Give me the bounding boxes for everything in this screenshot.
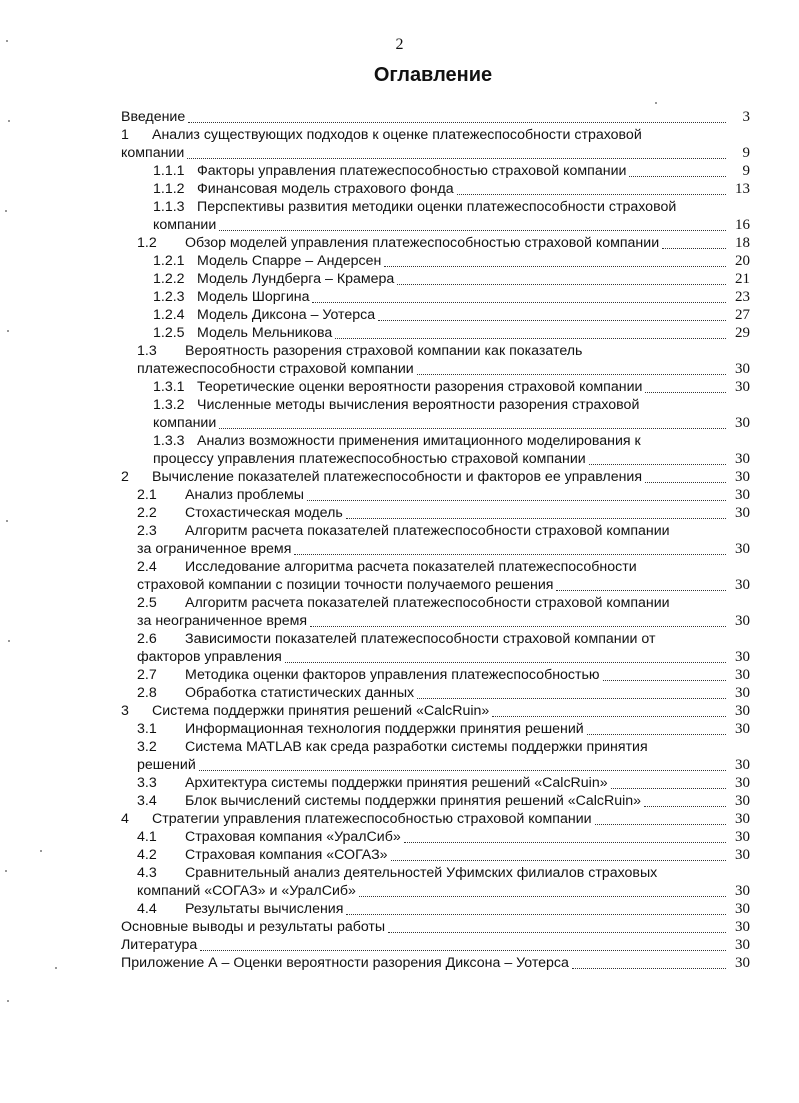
toc-entry-number: 3.4 [137,793,157,809]
toc-entry-number: 1.2.2 [153,271,185,287]
toc-entry-line [0,720,799,738]
toc-entry-title: Стратегии управления платежеспособностью страховой компании [152,811,592,827]
toc-page-number: 30 [735,415,750,431]
toc-page-number: 30 [735,721,750,737]
toc-entry-line [0,792,799,810]
toc-entry-line [0,738,799,756]
page-title: Оглавление [373,64,493,86]
toc-entry-line [0,522,799,540]
toc-entry-number: 2.8 [137,685,157,701]
toc-entry-number: 4.1 [137,829,157,845]
toc-entry-line [0,918,799,936]
toc-dot-leader [335,324,726,339]
toc-page-number: 30 [735,361,750,377]
toc-entry-number: 2.5 [137,595,157,611]
toc-entry-line [0,306,799,324]
toc-entry-title: Введение [121,109,186,125]
toc-dot-leader [662,234,726,249]
toc-page-number: 30 [735,883,750,899]
scan-speck [8,120,10,122]
toc-dot-leader [397,270,726,285]
toc-entry-line [0,414,799,432]
toc-entry-line [0,396,799,414]
toc-page-number: 16 [735,217,750,233]
toc-entry-line [0,450,799,468]
toc-entry-number: 1.1.2 [153,181,185,197]
toc-entry-line [0,486,799,504]
toc-entry-title: решений [137,757,196,773]
toc-entry-title: Информационная технология поддержки принятия решений [185,721,584,737]
toc-entry-number: 2 [121,469,129,485]
toc-entry-title: Модель Лундберга – Крамера [197,271,395,287]
toc-entry-title: Анализ проблемы [185,487,304,503]
toc-dot-leader [378,306,726,321]
toc-entry-title: Теоретические оценки вероятности разорения страховой компании [197,379,643,395]
toc-entry-title: Результаты вычисления [185,901,344,917]
toc-page-number: 30 [735,829,750,845]
toc-dot-leader [644,792,726,807]
toc-entry-line [0,846,799,864]
toc-page-number: 30 [735,937,750,953]
scan-speck [655,102,657,104]
toc-dot-leader [384,252,726,267]
toc-entry-number: 1.3.3 [153,433,185,449]
toc-entry-title: Литература [121,937,198,953]
toc-entry-number: 4.3 [137,865,157,881]
toc-entry-title: Финансовая модель страхового фонда [197,181,454,197]
toc-page-number: 13 [735,181,750,197]
toc-entry-title: страховой компании с позиции точности получаемого решения [137,577,554,593]
toc-page-number: 9 [742,163,750,179]
toc-page-number: 30 [735,811,750,827]
toc-entry-line [0,540,799,558]
toc-dot-leader [310,612,726,627]
toc-entry-line [0,432,799,450]
toc-entry-line [0,954,799,972]
toc-dot-leader [285,648,726,663]
toc-entry-line [0,126,799,144]
toc-page-number: 30 [735,955,750,971]
toc-page-number: 20 [735,253,750,269]
toc-entry-title: Вероятность разорения страховой компании как показатель [185,343,583,359]
scan-speck [5,870,7,872]
toc-entry-line [0,828,799,846]
toc-entry-number: 3.2 [137,739,157,755]
toc-entry-line [0,252,799,270]
toc-dot-leader [645,468,726,483]
toc-page-number: 9 [742,145,750,161]
scan-speck [7,330,9,332]
toc-entry-line [0,144,799,162]
toc-entry-line [0,774,799,792]
scan-speck [5,210,7,212]
toc-page-number: 23 [735,289,750,305]
toc-page-number: 27 [735,307,750,323]
toc-entry-title: Анализ возможности применения имитационного моделирования к [197,433,641,449]
toc-entry-line [0,648,799,666]
toc-entry-number: 1.3.1 [153,379,185,395]
toc-dot-leader [294,540,726,555]
toc-entry-title: за неограниченное время [137,613,308,629]
toc-entry-title: Архитектура системы поддержки принятия решений «CalcRuin» [185,775,608,791]
toc-entry-line [0,594,799,612]
toc-dot-leader [587,720,726,735]
toc-dot-leader [595,810,726,825]
toc-dot-leader [629,162,726,177]
toc-entry-title: Модель Шоргина [197,289,310,305]
toc-dot-leader [187,144,726,159]
toc-entry-line [0,108,799,126]
toc-entry-title: Численные методы вычисления вероятности разорения страховой [197,397,640,413]
scan-speck [6,520,8,522]
toc-entry-line [0,864,799,882]
toc-dot-leader [611,774,726,789]
toc-entry-number: 1.2.1 [153,253,185,269]
toc-page-number: 30 [735,775,750,791]
toc-page-number: 21 [735,271,750,287]
toc-dot-leader [404,828,726,843]
toc-page-number: 30 [735,901,750,917]
toc-dot-leader [200,936,726,951]
toc-page-number: 30 [735,505,750,521]
toc-dot-leader [219,216,726,231]
toc-entry-title: процессу управления платежеспособностью страховой компании [153,451,586,467]
toc-entry-title: Вычисление показателей платежеспособности и факторов ее управления [152,469,643,485]
toc-entry-number: 2.7 [137,667,157,683]
toc-dot-leader [346,900,726,915]
toc-page-number: 30 [735,469,750,485]
scan-speck [55,967,57,969]
toc-page-number: 29 [735,325,750,341]
toc-entry-title: Методика оценки факторов управления платежеспособностью [185,667,600,683]
toc-dot-leader [388,918,726,933]
toc-entry-line [0,810,799,828]
toc-page-number: 18 [735,235,750,251]
toc-dot-leader [492,702,726,717]
toc-dot-leader [603,666,726,681]
toc-entry-line [0,198,799,216]
toc-dot-leader [417,684,726,699]
toc-entry-title: Сравнительный анализ деятельностей Уфимских филиалов страховых [185,865,658,881]
toc-entry-line [0,576,799,594]
toc-entry-number: 1 [121,127,129,143]
toc-entry-number: 2.1 [137,487,157,503]
toc-page-number: 30 [735,793,750,809]
toc-entry-line [0,270,799,288]
toc-entry-number: 4 [121,811,129,827]
toc-entry-title: компании [121,145,185,161]
toc-dot-leader [589,450,726,465]
toc-page-number: 30 [735,649,750,665]
toc-entry-line [0,684,799,702]
toc-dot-leader [645,378,726,393]
toc-entry-title: Модель Спарре – Андерсен [197,253,382,269]
toc-entry-number: 2.6 [137,631,157,647]
toc-entry-line [0,162,799,180]
scan-speck [7,1000,9,1002]
toc-entry-title: Основные выводы и результаты работы [121,919,386,935]
toc-dot-leader [312,288,726,303]
toc-entry-title: Стохастическая модель [185,505,343,521]
toc-entry-title: Приложение А – Оценки вероятности разорения Диксона – Уотерса [121,955,569,971]
toc-entry-number: 1.2.4 [153,307,185,323]
toc-entry-title: Обзор моделей управления платежеспособностью страховой компании [185,235,660,251]
toc-entry-title: компаний «СОГАЗ» и «УралСиб» [137,883,356,899]
toc-entry-title: Страховая компания «СОГАЗ» [185,847,388,863]
toc-entry-number: 1.1.3 [153,199,185,215]
toc-entry-title: Модель Мельникова [197,325,333,341]
toc-page-number: 30 [735,451,750,467]
toc-page-number: 30 [735,703,750,719]
toc-entry-title: компании [153,217,217,233]
toc-page-number: 30 [735,379,750,395]
toc-entry-number: 1.3.2 [153,397,185,413]
toc-entry-title: факторов управления [137,649,282,665]
toc-entry-title: Алгоритм расчета показателей платежеспособности страховой компании [185,595,670,611]
toc-entry-title: Система MATLAB как среда разработки системы поддержки принятия [185,739,648,755]
toc-entry-line [0,360,799,378]
toc-entry-number: 1.2 [137,235,157,251]
toc-entry-line [0,324,799,342]
toc-entry-number: 1.3 [137,343,157,359]
toc-page-number: 3 [742,109,750,125]
toc-entry-number: 4.2 [137,847,157,863]
toc-entry-number: 3 [121,703,129,719]
toc-dot-leader [572,954,726,969]
toc-dot-leader [417,360,726,375]
toc-entry-number: 1.2.5 [153,325,185,341]
toc-entry-line [0,900,799,918]
toc-entry-line [0,666,799,684]
scan-speck [40,850,42,852]
toc-dot-leader [457,180,726,195]
toc-entry-title: Исследование алгоритма расчета показателей платежеспособности [185,559,637,575]
toc-dot-leader [556,576,726,591]
toc-entry-line [0,630,799,648]
toc-dot-leader [219,414,726,429]
toc-entry-number: 2.4 [137,559,157,575]
toc-entry-title: Модель Диксона – Уотерса [197,307,376,323]
toc-entry-title: Факторы управления платежеспособностью страховой компании [197,163,627,179]
toc-entry-number: 1.1.1 [153,163,185,179]
toc-entry-title: Перспективы развития методики оценки платежеспособности страховой [197,199,677,215]
toc-entry-title: Система поддержки принятия решений «CalcRuin» [152,703,490,719]
toc-entry-line [0,234,799,252]
toc-entry-title: компании [153,415,217,431]
toc-entry-title: Зависимости показателей платежеспособности страховой компании от [185,631,656,647]
toc-page-number: 30 [735,541,750,557]
toc-dot-leader [359,882,726,897]
toc-entry-line [0,468,799,486]
toc-page-number: 30 [735,685,750,701]
toc-dot-leader [199,756,726,771]
toc-page-number: 30 [735,919,750,935]
toc-entry-title: за ограниченное время [137,541,292,557]
scan-speck [6,40,8,42]
toc-entry-title: Алгоритм расчета показателей платежеспособности страховой компании [185,523,670,539]
toc-entry-line [0,504,799,522]
toc-entry-number: 1.2.3 [153,289,185,305]
toc-page-number: 30 [735,577,750,593]
toc-page-number: 30 [735,613,750,629]
toc-entry-line [0,612,799,630]
toc-entry-number: 3.1 [137,721,157,737]
toc-entry-number: 2.2 [137,505,157,521]
toc-entry-line [0,180,799,198]
page-number: 2 [395,36,404,53]
toc-page-number: 30 [735,757,750,773]
toc-entry-line [0,936,799,954]
toc-page-number: 30 [735,487,750,503]
toc-entry-title: Обработка статистических данных [185,685,415,701]
toc-entry-title: Блок вычислений системы поддержки принятия решений «CalcRuin» [185,793,642,809]
toc-entry-line [0,558,799,576]
toc-entry-number: 3.3 [137,775,157,791]
toc-entry-line [0,882,799,900]
toc-entry-line [0,702,799,720]
toc-entry-title: платежеспособности страховой компании [137,361,414,377]
toc-entry-number: 2.3 [137,523,157,539]
toc-dot-leader [188,108,726,123]
toc-entry-line [0,216,799,234]
toc-entry-title: Страховая компания «УралСиб» [185,829,401,845]
toc-entry-line [0,342,799,360]
toc-page-number: 30 [735,667,750,683]
toc-entry-line [0,756,799,774]
toc-dot-leader [346,504,726,519]
toc-page-number: 30 [735,847,750,863]
scan-speck [8,640,10,642]
toc-entry-line [0,378,799,396]
toc-dot-leader [307,486,726,501]
toc-dot-leader [391,846,726,861]
toc-entry-number: 4.4 [137,901,157,917]
toc-entry-title: Анализ существующих подходов к оценке платежеспособности страховой [152,127,642,143]
toc-entry-line [0,288,799,306]
